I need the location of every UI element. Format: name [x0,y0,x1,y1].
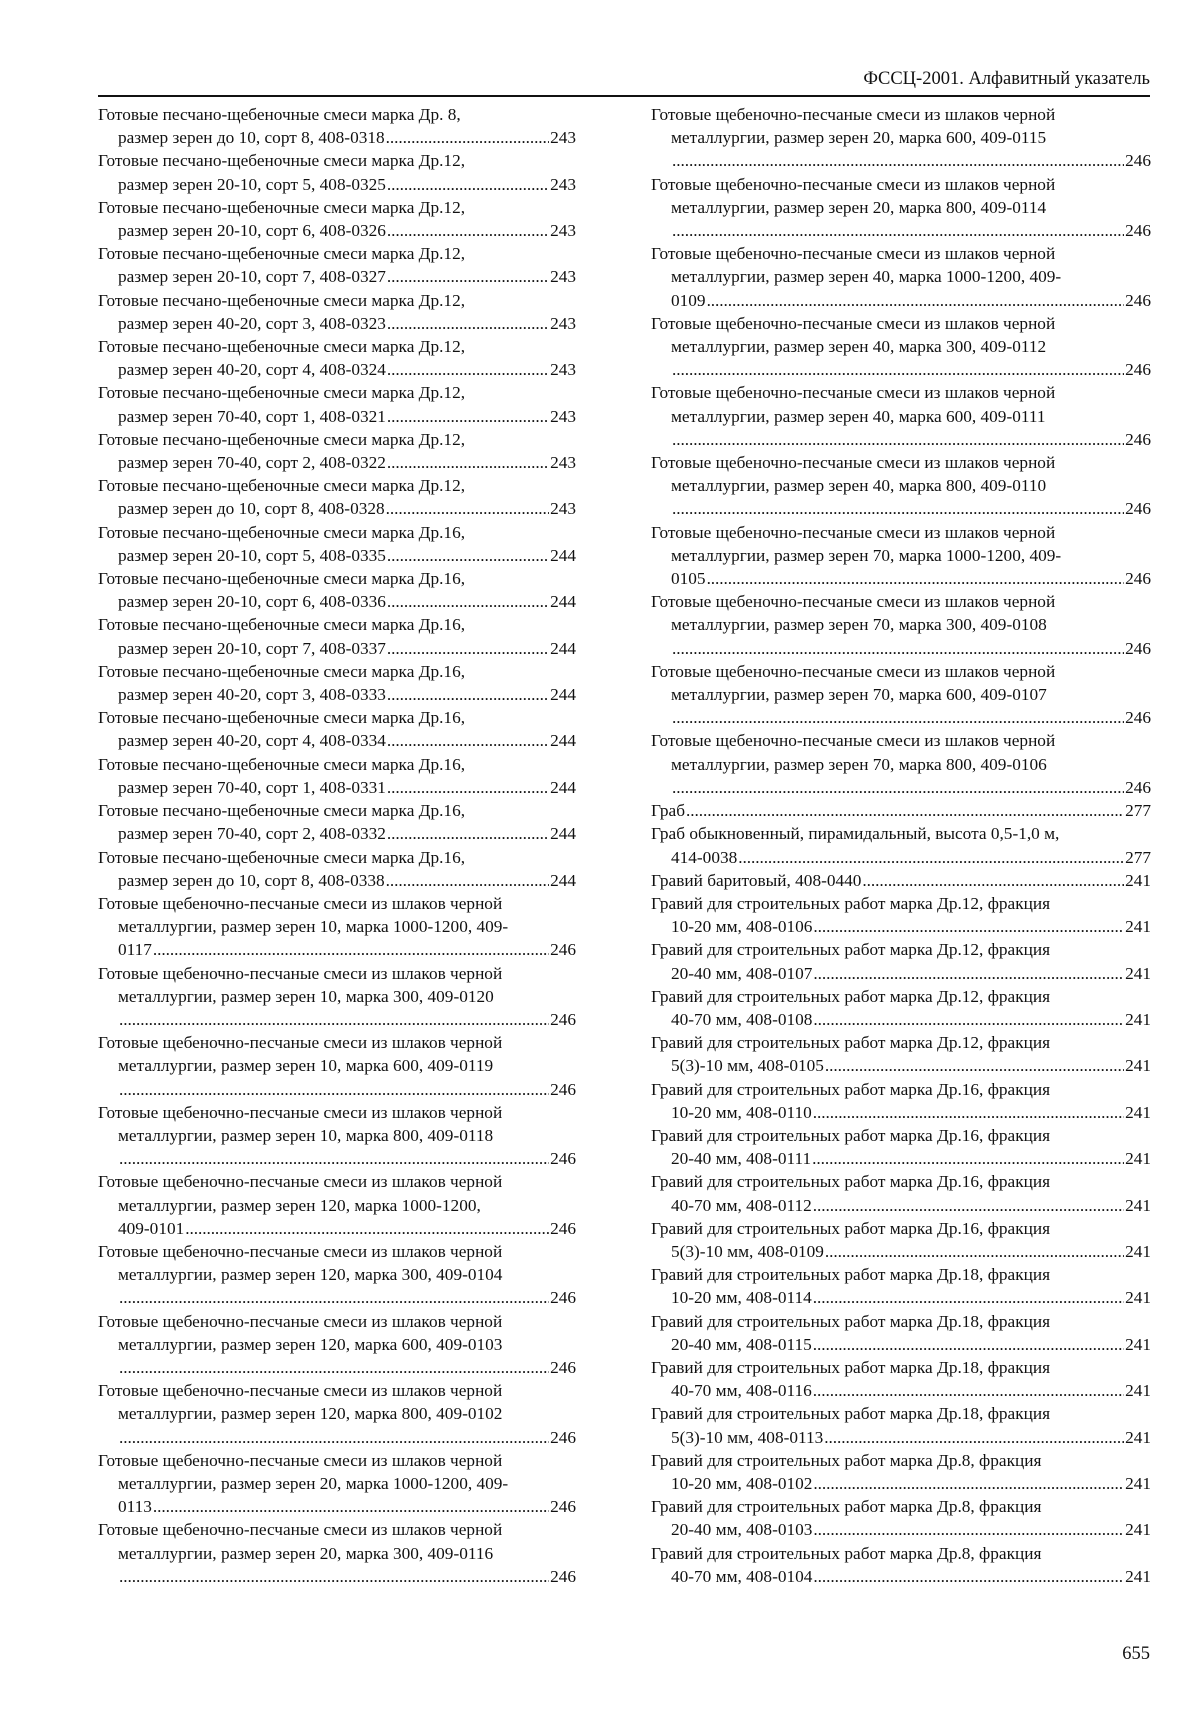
index-entry [98,1101,576,1171]
index-entry-text-line: Готовые щебеночно-песчаные смеси из шлаков черной [98,893,503,913]
index-entry [98,706,576,752]
dot-leader [813,1101,1124,1124]
index-entry-text-line: металлургии, размер зерен 120, марка 800, 409-0102 [118,1404,503,1424]
index-entry-page-ref: 243 [550,453,576,473]
index-entry-text-line: Гравий для строительных работ марка Др.8, фракция [651,1450,1042,1470]
index-entry-text-line: Готовые песчано-щебеночные смеси марка Др.12, [98,290,466,310]
dot-leader [672,219,1124,242]
dot-leader [862,869,1124,892]
index-entry [651,1263,1151,1309]
index-entry [98,289,576,335]
index-entry-text-line: металлургии, размер зерен 10, марка 300, 409-0120 [118,986,494,1006]
index-entry-text-line: размер зерен 40-20, сорт 4, 408-0334 [118,731,386,751]
index-entry [651,1542,1151,1588]
index-entry-page-ref: 246 [1125,151,1151,171]
index-entry-text-line: Готовые щебеночно-песчаные смеси из шлаков черной [651,244,1056,264]
index-entry-text-line: металлургии, размер зерен 120, марка 300, 409-0104 [118,1265,503,1285]
index-entry-text-line: Гравий для строительных работ марка Др.18, фракция [651,1357,1051,1377]
index-entry [651,590,1151,660]
index-entry-text-line: Готовые щебеночно-песчаные смеси из шлаков черной [651,174,1056,194]
index-entry-page-ref: 277 [1125,801,1151,821]
index-entry-page-ref: 241 [1125,1566,1151,1586]
index-entry [98,1240,576,1310]
index-entry-page-ref: 244 [550,731,576,751]
dot-leader [387,451,549,474]
index-entry [98,1310,576,1380]
index-entry-page-ref: 243 [550,499,576,519]
index-entry [651,892,1151,938]
dot-leader [119,1286,549,1309]
index-entry-text-line: размер зерен 70-40, сорт 1, 408-0321 [118,406,386,426]
index-entry [651,660,1151,730]
index-entry-text-line: Готовые щебеночно-песчаные смеси из шлаков черной [651,383,1056,403]
index-entry-text-line: размер зерен 20-10, сорт 5, 408-0335 [118,545,386,565]
index-entry-text-line: 0105 [671,569,706,589]
index-entry-text-line: Готовые песчано-щебеночные смеси марка Др.16, [98,661,466,681]
dot-leader [387,358,549,381]
index-entry-text-line: Гравий для строительных работ марка Др.12, фракция [651,1033,1051,1053]
index-entry [651,312,1151,382]
dot-leader [813,1472,1124,1495]
index-entry-page-ref: 243 [550,221,576,241]
index-entry-text-line: 409-0101 [118,1218,185,1238]
index-entry-text-line: Гравий для строительных работ марка Др.16, фракция [651,1079,1051,1099]
index-entry-text-line: Гравий для строительных работ марка Др.16, фракция [651,1218,1051,1238]
index-entry-text-line: металлургии, размер зерен 10, марка 600, 409-0119 [118,1056,494,1076]
index-entry-text-line: 5(3)-10 мм, 408-0109 [671,1241,824,1261]
index-entry-text-line: размер зерен 20-10, сорт 7, 408-0327 [118,267,386,287]
index-entry-text-line: размер зерен 20-10, сорт 7, 408-0337 [118,638,386,658]
dot-leader [387,219,549,242]
index-entry-text-line: Готовые щебеночно-песчаные смеси из шлаков черной [98,963,503,983]
index-entry-text-line: Готовые песчано-щебеночные смеси марка Др.12, [98,337,466,357]
index-entry-page-ref: 241 [1125,1149,1151,1169]
index-entry [98,753,576,799]
index-entry [98,428,576,474]
index-entry-page-ref: 244 [550,824,576,844]
index-entry-text-line: металлургии, размер зерен 40, марка 300, 409-0112 [671,337,1047,357]
index-entry [98,892,576,962]
index-entry-text-line: металлургии, размер зерен 10, марка 800, 409-0118 [118,1125,494,1145]
index-entry-page-ref: 241 [1125,1102,1151,1122]
index-entry-text-line: Готовые щебеночно-песчаные смеси из шлаков черной [98,1381,503,1401]
index-entry-text-line: размер зерен 70-40, сорт 1, 408-0331 [118,777,386,797]
index-entry [651,1402,1151,1448]
index-entry-text-line: металлургии, размер зерен 70, марка 800, 409-0106 [671,754,1047,774]
index-entry-text-line: Готовые щебеночно-песчаные смеси из шлаков черной [651,731,1056,751]
index-entry-text-line: Готовые песчано-щебеночные смеси марка Др.12, [98,383,466,403]
index-entry-text-line: Готовые щебеночно-песчаные смеси из шлаков черной [98,1241,503,1261]
index-entry [98,1518,576,1588]
index-entry-text-line: Готовые щебеночно-песчаные смеси из шлаков черной [651,453,1056,473]
index-entry-page-ref: 241 [1125,1009,1151,1029]
dot-leader [672,358,1124,381]
index-entry-page-ref: 246 [550,1357,576,1377]
index-entry [651,1356,1151,1402]
index-entry [651,1449,1151,1495]
index-entry-text-line: металлургии, размер зерен 20, марка 1000-1200, 409- [118,1473,509,1493]
index-entry-page-ref: 244 [550,870,576,890]
index-entry-text-line: Готовые щебеночно-песчаные смеси из шлаков черной [651,105,1056,124]
index-entry-text-line: металлургии, размер зерен 20, марка 800, 409-0114 [671,197,1047,217]
index-entry-text-line: Готовые щебеночно-песчаные смеси из шлаков черной [651,661,1056,681]
index-entry-text-line: размер зерен до 10, сорт 8, 408-0328 [118,499,385,519]
dot-leader [387,405,549,428]
index-entry-page-ref: 244 [550,592,576,612]
dot-leader [387,822,549,845]
index-entry-page-ref: 241 [1125,1381,1151,1401]
index-entry-text-line: Гравий баритовый, 408-0440 [651,870,862,890]
index-entry-text-line: Гравий для строительных работ марка Др.16, фракция [651,1172,1051,1192]
index-entry-text-line: Готовые песчано-щебеночные смеси марка Др.12, [98,429,466,449]
index-entry-text-line: размер зерен 20-10, сорт 6, 408-0326 [118,221,386,241]
dot-leader [812,1147,1124,1170]
index-entry-page-ref: 243 [550,360,576,380]
index-entry-text-line: 40-70 мм, 408-0104 [671,1566,813,1586]
index-entry [651,985,1151,1031]
index-entry-text-line: Готовые песчано-щебеночные смеси марка Др.12, [98,197,466,217]
index-entry-text-line: 0113 [118,1497,152,1517]
index-entry-text-line: Готовые щебеночно-песчаные смеси из шлаков черной [98,1102,503,1122]
index-entry-page-ref: 246 [1125,777,1151,797]
index-entry-text-line: Готовые песчано-щебеночные смеси марка Др.16, [98,847,466,867]
index-entry [98,1379,576,1449]
index-entry [651,1078,1151,1124]
index-entry [651,869,1151,892]
page-header-title: ФССЦ-2001. Алфавитный указатель [863,69,1150,89]
index-entry [651,381,1151,451]
index-entry-text-line: размер зерен 70-40, сорт 2, 408-0332 [118,824,386,844]
dot-leader [119,1426,549,1449]
index-entry [98,613,576,659]
dot-leader [387,729,549,752]
dot-leader [738,846,1124,869]
dot-leader [825,1240,1124,1263]
dot-leader [813,1286,1124,1309]
index-entry-text-line: металлургии, размер зерен 20, марка 300, 409-0116 [118,1543,494,1563]
index-entry-page-ref: 246 [550,1009,576,1029]
index-entry [98,381,576,427]
index-entry-text-line: Готовые песчано-щебеночные смеси марка Др.12, [98,151,466,171]
index-entry-page-ref: 246 [550,1149,576,1169]
index-entry-text-line: Готовые щебеночно-песчаные смеси из шлаков черной [98,1172,503,1192]
index-entry-text-line: 20-40 мм, 408-0107 [671,963,813,983]
index-entry-page-ref: 241 [1125,917,1151,937]
dot-leader [387,776,549,799]
dot-leader [824,1426,1124,1449]
index-entry-text-line: 20-40 мм, 408-0111 [671,1149,812,1169]
dot-leader [672,706,1124,729]
index-entry-page-ref: 246 [1125,569,1151,589]
index-entry [98,474,576,520]
index-entry-text-line: Готовые песчано-щебеночные смеси марка Др.12, [98,244,466,264]
index-entry-page-ref: 246 [1125,360,1151,380]
dot-leader [387,265,549,288]
index-entry-text-line: металлургии, размер зерен 70, марка 1000-1200, 409- [671,545,1062,565]
index-entry-page-ref: 243 [550,267,576,287]
dot-leader [707,567,1125,590]
dot-leader [813,962,1124,985]
index-entry-page-ref: 277 [1125,847,1151,867]
dot-leader [387,544,549,567]
index-entry-text-line: размер зерен 20-10, сорт 6, 408-0336 [118,592,386,612]
index-entry-text-line: Гравий для строительных работ марка Др.12, фракция [651,893,1051,913]
dot-leader [119,1147,549,1170]
index-entry-text-line: Гравий для строительных работ марка Др.12, фракция [651,940,1051,960]
index-entry-page-ref: 246 [550,940,576,960]
index-entry-text-line: металлургии, размер зерен 20, марка 600, 409-0115 [671,128,1047,148]
index-entry [98,196,576,242]
index-entry [98,1170,576,1240]
index-entry-page-ref: 243 [550,174,576,194]
index-entry [651,822,1151,868]
dot-leader [672,776,1124,799]
index-entry-page-ref: 246 [550,1497,576,1517]
index-entry-page-ref: 244 [550,545,576,565]
index-entry-text-line: Готовые песчано-щебеночные смеси марка Др.16, [98,801,466,821]
dot-leader [813,1565,1124,1588]
dot-leader [813,1008,1124,1031]
dot-leader [813,1518,1124,1541]
index-entry-page-ref: 241 [1125,1520,1151,1540]
index-entry [651,799,1151,822]
dot-leader [386,126,549,149]
index-entry-text-line: 10-20 мм, 408-0110 [671,1102,812,1122]
index-entry [651,173,1151,243]
index-entry-page-ref: 241 [1125,1473,1151,1493]
index-entry-text-line: металлургии, размер зерен 40, марка 800, 409-0110 [671,476,1047,496]
index-entry-page-ref: 241 [1125,1334,1151,1354]
index-entry [98,521,576,567]
index-entry-text-line: Готовые песчано-щебеночные смеси марка Др. 8, [98,105,461,124]
index-entry-text-line: 10-20 мм, 408-0102 [671,1473,813,1493]
dot-leader [387,590,549,613]
index-entry-text-line: Гравий для строительных работ марка Др.8, фракция [651,1497,1042,1517]
index-entry [651,1310,1151,1356]
index-entry [98,567,576,613]
dot-leader [185,1217,549,1240]
index-entry-page-ref: 246 [550,1079,576,1099]
dot-leader [672,497,1124,520]
index-entry-text-line: Гравий для строительных работ марка Др.18, фракция [651,1404,1051,1424]
dot-leader [387,312,549,335]
index-entry [651,242,1151,312]
header-rule [98,95,1150,97]
index-entry-page-ref: 241 [1125,1427,1151,1447]
index-entry-page-ref: 241 [1125,870,1151,890]
index-entry-text-line: металлургии, размер зерен 40, марка 1000-1200, 409- [671,267,1062,287]
index-entry [651,938,1151,984]
index-entry-page-ref: 246 [550,1566,576,1586]
index-entry-text-line: металлургии, размер зерен 120, марка 600, 409-0103 [118,1334,503,1354]
index-entry [98,103,576,149]
index-entry-page-ref: 241 [1125,963,1151,983]
index-entry-text-line: Гравий для строительных работ марка Др.18, фракция [651,1265,1051,1285]
index-entry [651,1170,1151,1216]
index-entry-text-line: Готовые щебеночно-песчаные смеси из шлаков черной [651,592,1056,612]
index-entry-text-line: металлургии, размер зерен 70, марка 600, 409-0107 [671,685,1047,705]
index-entry-text-line: Готовые песчано-щебеночные смеси марка Др.16, [98,754,466,774]
index-entry-text-line: Готовые щебеночно-песчаные смеси из шлаков черной [98,1520,503,1540]
index-entry-page-ref: 246 [1125,638,1151,658]
index-entry-text-line: 20-40 мм, 408-0103 [671,1520,813,1540]
dot-leader [387,637,549,660]
index-entry-page-ref: 246 [1125,290,1151,310]
index-entry-text-line: Готовые песчано-щебеночные смеси марка Др.16, [98,522,466,542]
index-entry-text-line: 414-0038 [671,847,738,867]
index-entry [98,242,576,288]
index-entry-text-line: Готовые щебеночно-песчаные смеси из шлаков черной [651,522,1056,542]
page-number: 655 [1122,1644,1150,1664]
dot-leader [153,938,549,961]
index-entry-page-ref: 244 [550,685,576,705]
index-entry-text-line: размер зерен 40-20, сорт 3, 408-0323 [118,313,386,333]
index-entry-text-line: 10-20 мм, 408-0106 [671,917,813,937]
dot-leader [672,637,1124,660]
index-entry-text-line: 20-40 мм, 408-0115 [671,1334,812,1354]
index-entry-page-ref: 246 [550,1288,576,1308]
index-entry-text-line: Гравий для строительных работ марка Др.18, фракция [651,1311,1051,1331]
index-entry-text-line: размер зерен до 10, сорт 8, 408-0338 [118,870,385,890]
dot-leader [825,1054,1124,1077]
index-entry [98,149,576,195]
index-entry [98,1031,576,1101]
dot-leader [672,149,1124,172]
index-entry-page-ref: 246 [550,1427,576,1447]
index-entry-page-ref: 246 [550,1218,576,1238]
index-entry [98,335,576,381]
index-entry-text-line: Гравий для строительных работ марка Др.8, фракция [651,1543,1042,1563]
index-entry [98,660,576,706]
index-entry-text-line: Гравий для строительных работ марка Др.16, фракция [651,1125,1051,1145]
index-entry-text-line: Гравий для строительных работ марка Др.12, фракция [651,986,1051,1006]
index-entry [98,799,576,845]
index-entry-page-ref: 243 [550,313,576,333]
index-entry-text-line: Готовые песчано-щебеночные смеси марка Др.16, [98,569,466,589]
index-entry-text-line: металлургии, размер зерен 70, марка 300, 409-0108 [671,615,1047,635]
index-entry [651,729,1151,799]
dot-leader [707,289,1125,312]
dot-leader [387,683,549,706]
index-entry-text-line: Граб обыкновенный, пирамидальный, высота 0,5-1,0 м, [651,824,1060,844]
index-entry-page-ref: 246 [1125,221,1151,241]
index-entry-text-line: размер зерен 40-20, сорт 4, 408-0324 [118,360,386,380]
index-entry-text-line: Готовые щебеночно-песчаные смеси из шлаков черной [651,313,1056,333]
index-entry-page-ref: 241 [1125,1241,1151,1261]
dot-leader [386,497,549,520]
index-entry-text-line: Готовые песчано-щебеночные смеси марка Др.16, [98,708,466,728]
dot-leader [686,799,1124,822]
dot-leader [813,1379,1124,1402]
index-entry-page-ref: 241 [1125,1195,1151,1215]
index-entry-text-line: размер зерен 40-20, сорт 3, 408-0333 [118,685,386,705]
index-entry-text-line: размер зерен 70-40, сорт 2, 408-0322 [118,453,386,473]
index-entry-text-line: 5(3)-10 мм, 408-0113 [671,1427,824,1447]
dot-leader [119,1565,549,1588]
index-entry [98,1449,576,1519]
dot-leader [153,1495,549,1518]
index-entry-text-line: Готовые песчано-щебеночные смеси марка Др.16, [98,615,466,635]
dot-leader [672,428,1124,451]
index-entry-text-line: 40-70 мм, 408-0112 [671,1195,812,1215]
index-entry [98,962,576,1032]
index-column-left [98,103,576,1588]
index-entry-text-line: 10-20 мм, 408-0114 [671,1288,812,1308]
index-entry [98,846,576,892]
dot-leader [813,915,1124,938]
index-entry-page-ref: 246 [1125,429,1151,449]
index-entry-page-ref: 241 [1125,1056,1151,1076]
index-entry [651,103,1151,173]
index-entry-page-ref: 243 [550,406,576,426]
index-entry [651,1495,1151,1541]
index-entry [651,1217,1151,1263]
index-entry-text-line: размер зерен до 10, сорт 8, 408-0318 [118,128,385,148]
dot-leader [119,1008,549,1031]
index-entry-page-ref: 246 [1125,708,1151,728]
index-entry-text-line: металлургии, размер зерен 10, марка 1000-1200, 409- [118,917,509,937]
dot-leader [813,1194,1124,1217]
dot-leader [813,1333,1124,1356]
index-entry-page-ref: 244 [550,638,576,658]
index-entry [651,451,1151,521]
index-entry-text-line: металлургии, размер зерен 120, марка 1000-1200, [118,1195,481,1215]
index-entry [651,1124,1151,1170]
index-entry-text-line: 40-70 мм, 408-0108 [671,1009,813,1029]
index-entry-text-line: Граб [651,801,686,821]
dot-leader [119,1356,549,1379]
index-entry-text-line: размер зерен 20-10, сорт 5, 408-0325 [118,174,386,194]
index-column-right [651,103,1151,1588]
index-entry-page-ref: 243 [550,128,576,148]
index-entry-text-line: 5(3)-10 мм, 408-0105 [671,1056,824,1076]
dot-leader [119,1078,549,1101]
index-entry-text-line: 0109 [671,290,706,310]
index-entry [651,521,1151,591]
index-entry-text-line: металлургии, размер зерен 40, марка 600, 409-0111 [671,406,1046,426]
index-entry-page-ref: 246 [1125,499,1151,519]
index-entry-text-line: Готовые щебеночно-песчаные смеси из шлаков черной [98,1450,503,1470]
index-entry-page-ref: 244 [550,777,576,797]
index-entry-text-line: Готовые щебеночно-песчаные смеси из шлаков черной [98,1311,503,1331]
index-entry [651,1031,1151,1077]
index-entry-text-line: 0117 [118,940,152,960]
dot-leader [386,869,549,892]
index-entry-page-ref: 241 [1125,1288,1151,1308]
dot-leader [387,173,549,196]
index-entry-text-line: 40-70 мм, 408-0116 [671,1381,812,1401]
index-entry-text-line: Готовые песчано-щебеночные смеси марка Др.12, [98,476,466,496]
index-entry-text-line: Готовые щебеночно-песчаные смеси из шлаков черной [98,1033,503,1053]
